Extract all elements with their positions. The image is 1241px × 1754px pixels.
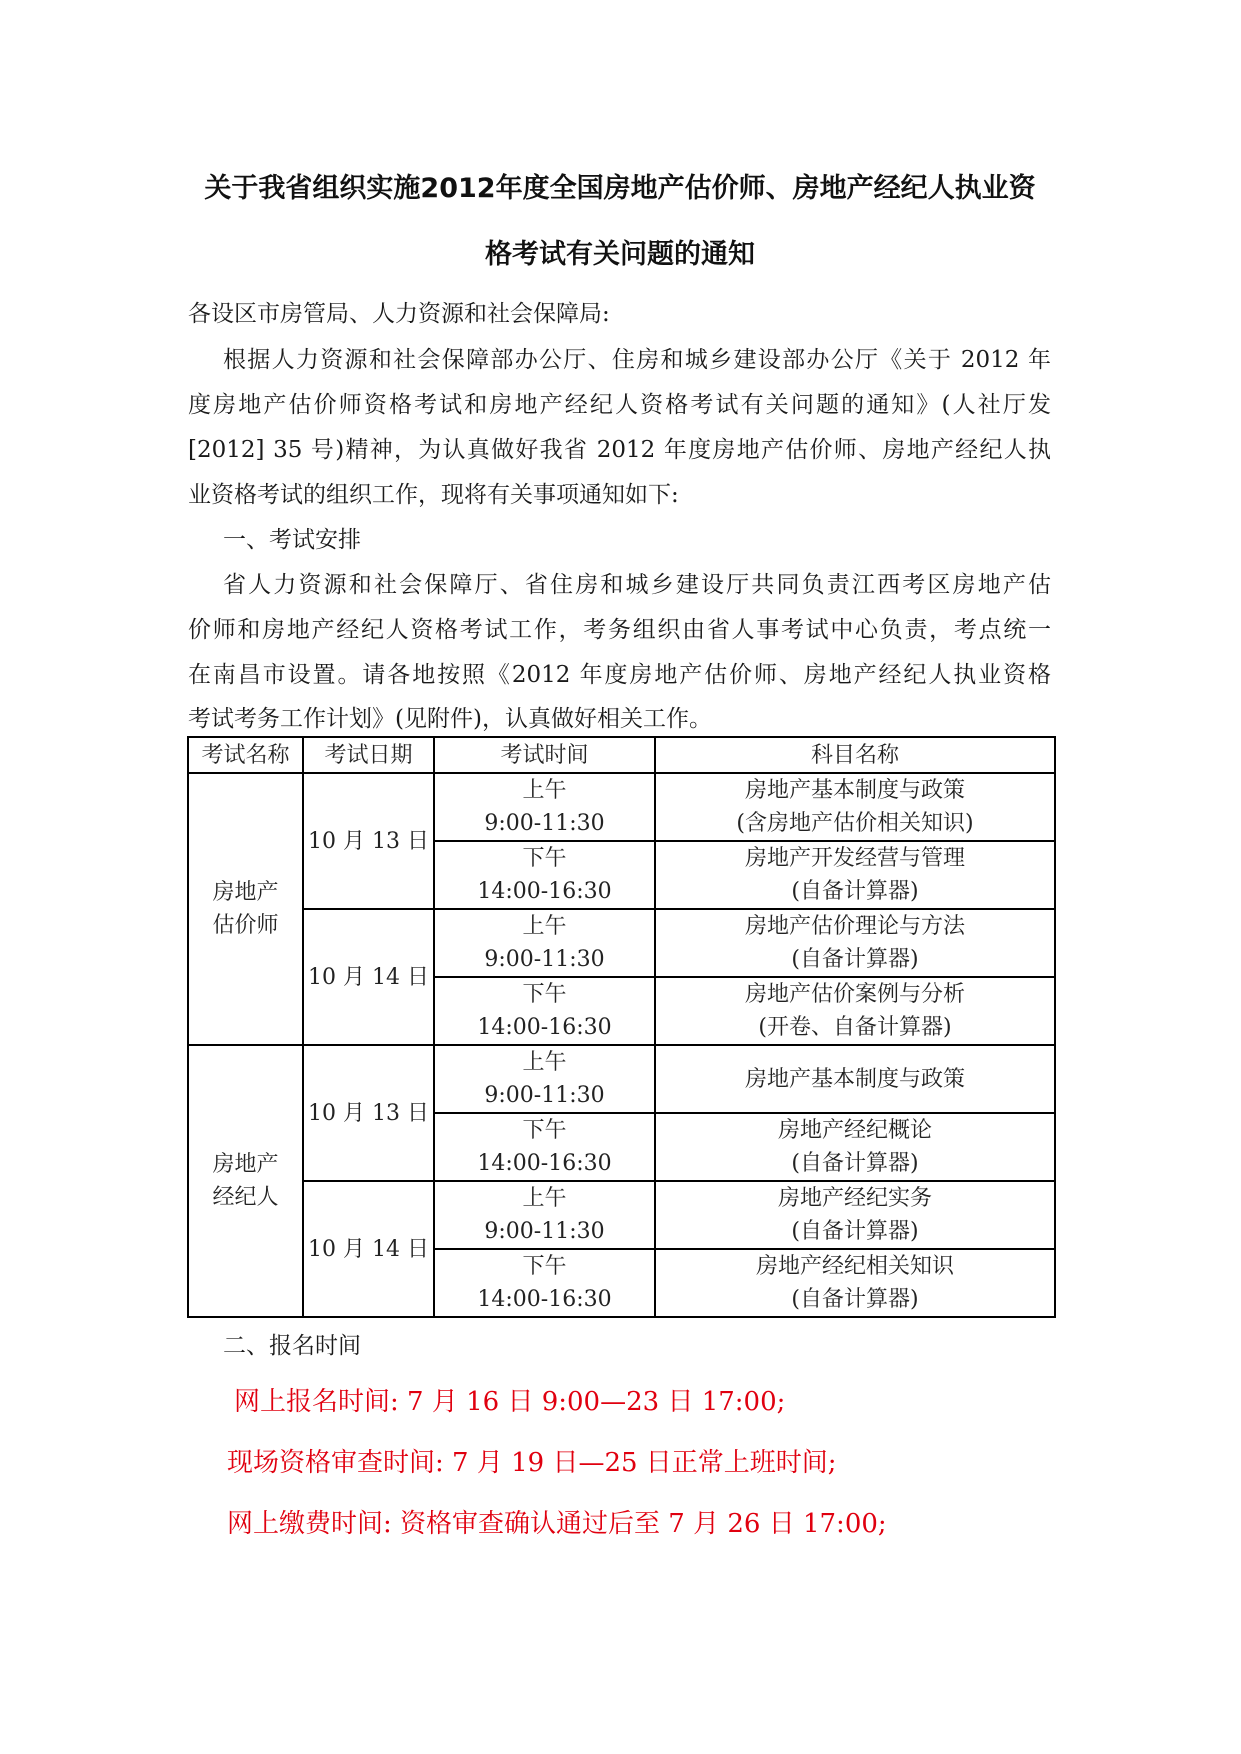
section-1-line-2: 价师和房地产经纪人资格考试工作，考务组织由省人事考试中心负责，考点统一	[188, 617, 1051, 643]
intro-line-3: [2012] 35 号)精神，为认真做好我省 2012 年度房地产估价师、房地产经纪人执	[188, 437, 1051, 463]
section-1-line-4: 考试考务工作计划》(见附件)，认真做好相关工作。	[188, 706, 712, 732]
document-title-line-1: 关于我省组织实施2012年度全国房地产估价师、房地产经纪人执业资	[204, 173, 1036, 204]
exam-time: 上午 9:00-11:30	[434, 1181, 655, 1249]
header-exam-date: 考试日期	[303, 737, 434, 773]
exam-time: 下午 14:00-16:30	[434, 1113, 655, 1181]
table-header-row	[188, 737, 1055, 773]
exam-time: 下午 14:00-16:30	[434, 1249, 655, 1317]
exam-date: 10 月 14 日	[303, 1181, 434, 1317]
salutation: 各设区市房管局、人力资源和社会保障局:	[188, 301, 610, 327]
exam-schedule-table	[187, 736, 1056, 1318]
subject: 房地产经纪概论 (自备计算器)	[655, 1113, 1055, 1181]
subject: 房地产基本制度与政策	[655, 1045, 1055, 1113]
intro-line-4: 业资格考试的组织工作，现将有关事项通知如下:	[188, 482, 679, 508]
exam-name-agent: 房地产 经纪人	[188, 1045, 303, 1317]
section-1-line-3: 在南昌市设置。请各地按照《2012 年度房地产估价师、房地产经纪人执业资格	[188, 662, 1051, 688]
table-row	[188, 1045, 1055, 1113]
subject: 房地产估价案例与分析 (开卷、自备计算器)	[655, 977, 1055, 1045]
exam-time: 上午 9:00-11:30	[434, 909, 655, 977]
exam-name-appraiser: 房地产 估价师	[188, 773, 303, 1045]
header-exam-name: 考试名称	[188, 737, 303, 773]
section-1-heading: 一、考试安排	[223, 527, 361, 553]
subject: 房地产经纪实务 (自备计算器)	[655, 1181, 1055, 1249]
exam-time: 上午 9:00-11:30	[434, 773, 655, 841]
intro-line-1: 根据人力资源和社会保障部办公厅、住房和城乡建设部办公厅《关于 2012 年	[223, 347, 1051, 373]
subject: 房地产估价理论与方法 (自备计算器)	[655, 909, 1055, 977]
section-2-heading: 二、报名时间	[223, 1333, 361, 1359]
exam-time: 下午 14:00-16:30	[434, 841, 655, 909]
subject: 房地产经纪相关知识 (自备计算器)	[655, 1249, 1055, 1317]
exam-date: 10 月 14 日	[303, 909, 434, 1045]
exam-date: 10 月 13 日	[303, 1045, 434, 1181]
table-row	[188, 773, 1055, 841]
document-title-line-2: 格考试有关问题的通知	[485, 239, 755, 270]
table-row	[188, 909, 1055, 977]
subject: 房地产基本制度与政策 (含房地产估价相关知识)	[655, 773, 1055, 841]
exam-time: 上午 9:00-11:30	[434, 1045, 655, 1113]
intro-line-2: 度房地产估价师资格考试和房地产经纪人资格考试有关问题的通知》(人社厅发	[188, 392, 1051, 418]
subject: 房地产开发经营与管理 (自备计算器)	[655, 841, 1055, 909]
header-subject: 科目名称	[655, 737, 1055, 773]
on-site-review-time: 现场资格审查时间: 7 月 19 日—25 日正常上班时间;	[227, 1448, 837, 1478]
registration-online-time: 网上报名时间: 7 月 16 日 9:00—23 日 17:00;	[234, 1387, 786, 1417]
exam-date: 10 月 13 日	[303, 773, 434, 909]
section-1-line-1: 省人力资源和社会保障厅、省住房和城乡建设厅共同负责江西考区房地产估	[223, 572, 1051, 598]
header-exam-time: 考试时间	[434, 737, 655, 773]
table-row	[188, 1181, 1055, 1249]
online-payment-time: 网上缴费时间: 资格审查确认通过后至 7 月 26 日 17:00;	[227, 1509, 887, 1539]
exam-time: 下午 14:00-16:30	[434, 977, 655, 1045]
